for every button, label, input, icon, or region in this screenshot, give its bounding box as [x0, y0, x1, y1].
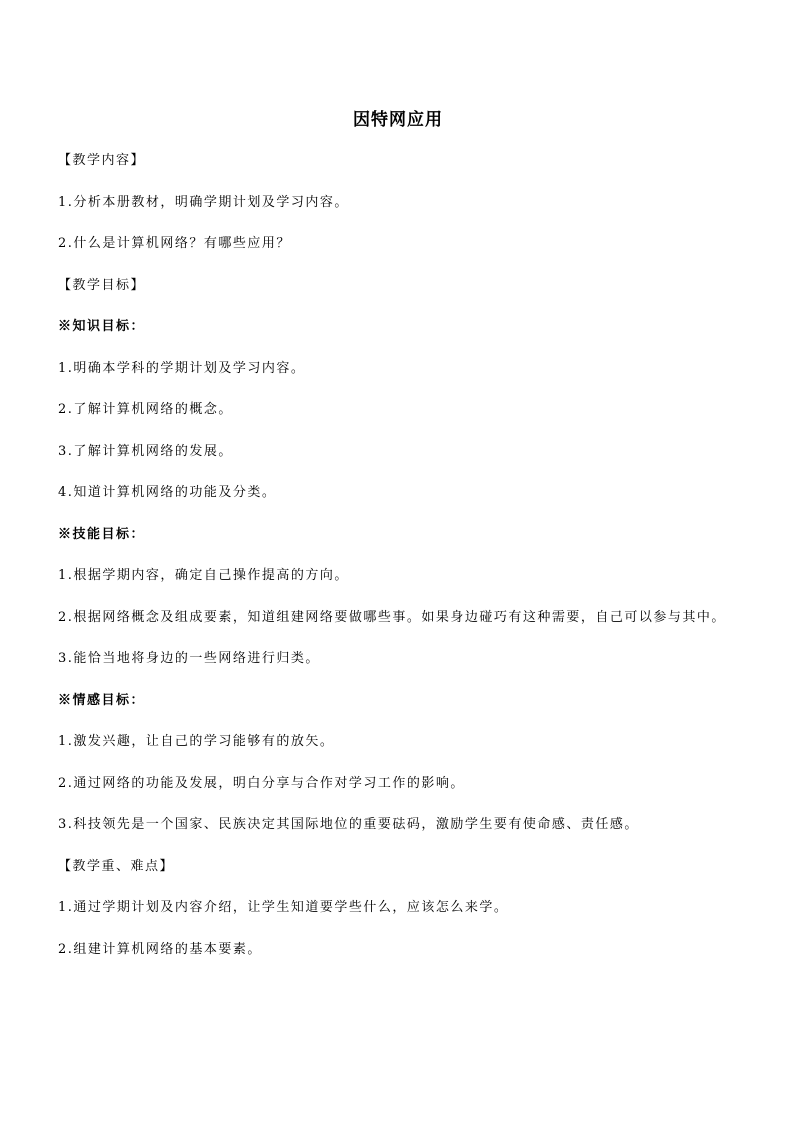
emotion-item-1: 1.激发兴趣，让自己的学习能够有的放矢。	[58, 734, 335, 749]
skill-item-2: 2.根据网络概念及组成要素，知道组建网络要做哪些事。如果身边碰巧有这种需要，自己可以参与其中。	[58, 609, 726, 625]
document-title: 因特网应用	[353, 110, 443, 130]
subheading-emotion: ※情感目标：	[58, 692, 146, 708]
knowledge-item-1: 1.明确本学科的学期计划及学习内容。	[58, 360, 306, 376]
section-heading-key-points: 【教学重、难点】	[58, 858, 175, 874]
skill-item-1: 1.根据学期内容，确定自己操作提高的方向。	[58, 568, 349, 583]
emotion-item-2: 2.通过网络的功能及发展，明白分享与合作对学习工作的影响。	[58, 775, 465, 791]
content-item-1: 1.分析本册教材，明确学期计划及学习内容。	[58, 194, 349, 210]
key-item-1: 1.通过学期计划及内容介绍，让学生知道要学些什么，应该怎么来学。	[58, 900, 509, 915]
subheading-knowledge: ※知识目标：	[58, 319, 146, 334]
knowledge-item-2: 2.了解计算机网络的概念。	[58, 402, 233, 417]
section-heading-content: 【教学内容】	[58, 153, 146, 168]
content-item-2: 2.什么是计算机网络？有哪些应用？	[58, 236, 291, 251]
section-heading-goals: 【教学目标】	[58, 277, 146, 293]
key-item-2: 2.组建计算机网络的基本要素。	[58, 941, 262, 957]
subheading-skill: ※技能目标：	[58, 526, 146, 542]
knowledge-item-4: 4.知道计算机网络的功能及分类。	[58, 485, 277, 500]
emotion-item-3: 3.科技领先是一个国家、民族决定其国际地位的重要砝码，激励学生要有使命感、责任感。	[58, 817, 639, 832]
knowledge-item-3: 3.了解计算机网络的发展。	[58, 443, 233, 459]
skill-item-3: 3.能恰当地将身边的一些网络进行归类。	[58, 651, 320, 666]
